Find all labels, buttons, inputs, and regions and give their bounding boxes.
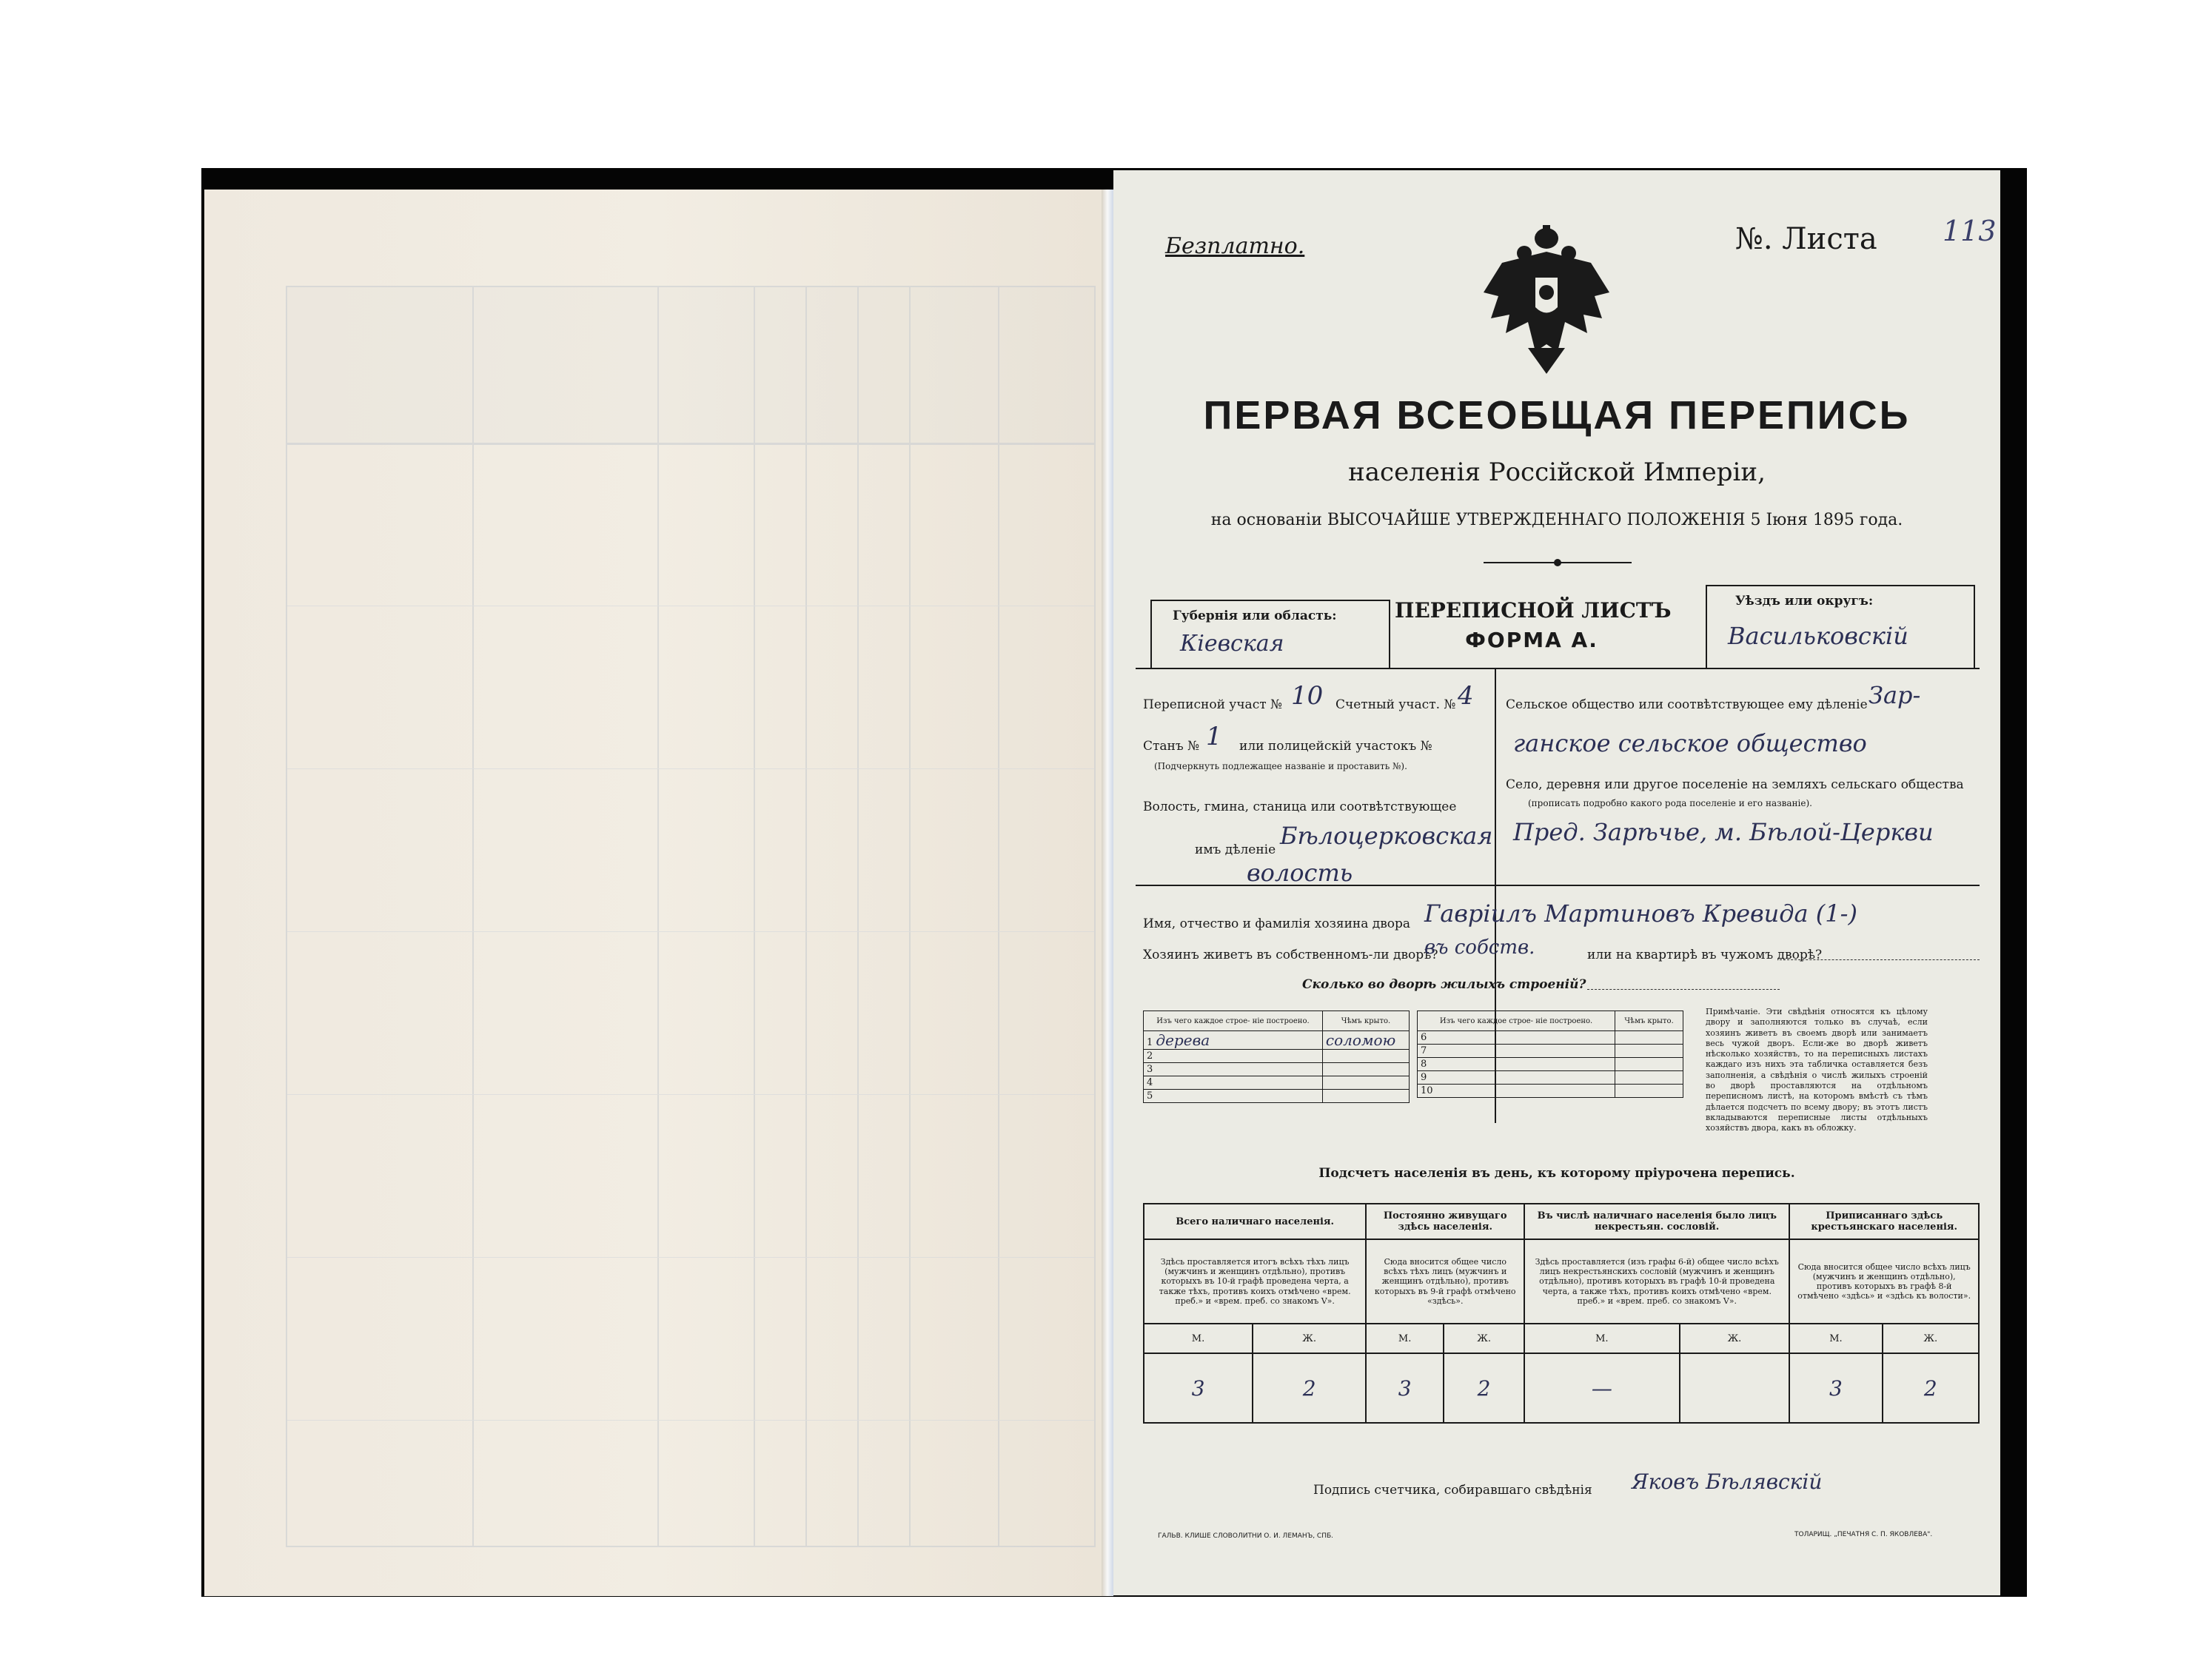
pop-col-registered-head: Приписаннаго здѣсь крестьянскаго населенія. bbox=[1789, 1204, 1979, 1239]
building-row-4: 4 bbox=[1144, 1076, 1323, 1090]
stan-value: 1 bbox=[1206, 722, 1222, 751]
male-header: М. bbox=[1789, 1324, 1882, 1353]
noncrest-female-value bbox=[1680, 1353, 1790, 1423]
pop-col-resident-head: Постоянно живущаго здѣсь населенія. bbox=[1366, 1204, 1524, 1239]
ornament-divider bbox=[1484, 555, 1632, 570]
society-value-2: ганское сельское общество bbox=[1513, 729, 1867, 757]
bleed-through-table bbox=[286, 286, 1096, 1547]
census-basis: на основаніи ВЫСОЧАЙШЕ УТВЕРЖДЕННАГО ПОЛОЖЕНІЯ 5 Іюня 1895 года. bbox=[1210, 511, 1903, 529]
census-district-label: Переписной участ № bbox=[1143, 697, 1283, 712]
imperial-eagle-emblem bbox=[1476, 222, 1617, 374]
pop-col-total-desc: Здѣсь проставляется итогъ всѣхъ тѣхъ лицъ (мужчинъ и женщинъ отдѣльно), противъ которыхъ въ 10-й графѣ проведена черта, а также тѣхъ, противъ коихъ отмѣчено «врем. преб.» и «врем. преб. со знакомъ V». bbox=[1144, 1239, 1366, 1324]
resident-female-value: 2 bbox=[1444, 1353, 1524, 1423]
village-value: Пред. Зарѣчье, м. Бѣлой-Церкви bbox=[1513, 818, 1934, 846]
police-note: (Подчеркнуть подлежащее названіе и проставить №). bbox=[1154, 761, 1407, 771]
building-row-10: 10 bbox=[1418, 1085, 1615, 1098]
census-district-value: 10 bbox=[1291, 681, 1324, 711]
society-label: Сельское общество или соотвѣтствующее ему дѣленіе bbox=[1506, 697, 1868, 712]
building-row-7: 7 bbox=[1418, 1045, 1615, 1058]
building-row-2: 2 bbox=[1144, 1050, 1323, 1063]
volost-label: Волость, гмина, станица или соотвѣтствующее bbox=[1143, 800, 1457, 814]
pop-col-registered-desc: Сюда вносится общее число всѣхъ лицъ (мужчинъ и женщинъ отдѣльно), противъ которыхъ въ графѣ 8-й отмѣчено «здѣсь» и «здѣсь къ волости». bbox=[1789, 1239, 1979, 1324]
noncrest-male-value: — bbox=[1524, 1353, 1679, 1423]
own-yard-value: въ собств. bbox=[1424, 936, 1535, 959]
female-header: Ж. bbox=[1444, 1324, 1524, 1353]
male-header: М. bbox=[1366, 1324, 1444, 1353]
building-row-9: 9 bbox=[1418, 1071, 1615, 1085]
left-page-blank bbox=[204, 190, 1102, 1596]
signature-value: Яковъ Бѣлявскій bbox=[1632, 1469, 1823, 1494]
uezd-label: Уѣздъ или округъ: bbox=[1735, 594, 1874, 609]
material-header: Изъ чего каждое строе- ніе построено. bbox=[1144, 1011, 1323, 1031]
own-yard-label: Хозяинъ живетъ въ собственномъ-ли дворѣ? bbox=[1143, 948, 1438, 962]
footer-left: ГАЛЬВ. КЛИШЕ СЛОВОЛИТНИ О. И. ЛЕМАНЪ, СПБ. bbox=[1158, 1532, 1334, 1540]
building-row-8: 8 bbox=[1418, 1058, 1615, 1071]
form-title: ФОРМА А. bbox=[1465, 628, 1598, 652]
registered-female-value: 2 bbox=[1883, 1353, 1979, 1423]
buildings-table-left bbox=[1143, 1011, 1410, 1103]
pop-col-total-head: Всего наличнаго населенія. bbox=[1144, 1204, 1366, 1239]
society-value: Зар- bbox=[1869, 681, 1921, 709]
total-male-value: 3 bbox=[1144, 1353, 1253, 1423]
building-row-5: 5 bbox=[1144, 1090, 1323, 1103]
village-label: Село, деревня или другое поселеніе на земляхъ сельскаго общества bbox=[1506, 777, 1964, 792]
female-header: Ж. bbox=[1253, 1324, 1366, 1353]
rent-label: или на квартирѣ въ чужомъ дворѣ? bbox=[1587, 948, 1823, 962]
roof-header: Чѣмъ крыто. bbox=[1322, 1011, 1409, 1031]
book-gutter bbox=[1102, 190, 1113, 1596]
population-title: Подсчетъ населенія въ день, къ которому пріурочена перепись. bbox=[1318, 1166, 1795, 1181]
building-row-3: 3 bbox=[1144, 1063, 1323, 1076]
volost-value: Бѣлоцерковская bbox=[1280, 822, 1493, 850]
material-header-right: Изъ чего каждое строе- ніе построено. bbox=[1418, 1011, 1615, 1031]
pop-col-noncrest-head: Въ числѣ наличнаго населенія было лицъ некрестьян. сословій. bbox=[1524, 1204, 1789, 1239]
building-roof-1: соломою bbox=[1322, 1031, 1409, 1050]
building-row-6: 6 bbox=[1418, 1031, 1615, 1045]
pop-col-resident-desc: Сюда вносится общее число всѣхъ тѣхъ лицъ (мужчинъ и женщинъ отдѣльно), противъ которыхъ въ 9-й графѣ отмѣчено «здѣсь». bbox=[1366, 1239, 1524, 1324]
buildings-table-right bbox=[1417, 1011, 1683, 1098]
census-subtitle: населенія Россійской Имперіи, bbox=[1348, 458, 1766, 487]
count-district-value: 4 bbox=[1458, 681, 1474, 711]
census-form-page bbox=[1113, 170, 2000, 1595]
male-header: М. bbox=[1524, 1324, 1679, 1353]
population-table bbox=[1143, 1203, 1980, 1424]
pop-col-noncrest-desc: Здѣсь проставляется (изъ графы 6-й) общее число всѣхъ лицъ некрестьянскихъ сословій (мужчинъ и женщинъ отдѣльно), противъ которыхъ въ графѣ 10-й проведена черта, а также тѣхъ, противъ коихъ отмѣчено «врем. преб.» и «врем. преб. со знакомъ V». bbox=[1524, 1239, 1789, 1324]
resident-male-value: 3 bbox=[1366, 1353, 1444, 1423]
uezd-value: Васильковскій bbox=[1728, 622, 1908, 650]
footer-right: ТОЛАРИЩ. „ПЕЧАТНЯ С. П. ЯКОВЛЕВА". bbox=[1794, 1531, 1933, 1538]
count-district-label: Счетный участ. № bbox=[1335, 697, 1456, 712]
owner-value: Гавріилъ Мартиновъ Кревида (1-) bbox=[1424, 899, 1857, 928]
free-label: Безплатно. bbox=[1165, 233, 1305, 259]
sheet-number-label: №. Листа bbox=[1735, 222, 1877, 256]
note-text: Примѣчаніе. Эти свѣдѣнія относятся къ цѣлому двору и заполняются только въ случаѣ, если хозяинъ живетъ въ своемъ дворѣ или занимаетъ весь чужой дворъ. Если-же во дворѣ живетъ нѣсколько хозяйствъ, то на переписныхъ листахъ каждаго изъ нихъ эта табличка оставляется безъ заполненія, а свѣдѣнія о числѣ жилыхъ строеній во дворѣ проставляются на отдѣльномъ переписномъ листѣ, на которомъ вмѣстѣ съ тѣмъ дѣлается подсчетъ по всему двору; въ этотъ листъ вкладываются переписные листы отдѣльныхъ хозяйствъ двора, какъ въ обложку. bbox=[1706, 1007, 1928, 1133]
sheet-number-value: 113 bbox=[1943, 215, 1997, 247]
guberniya-label: Губернія или область: bbox=[1173, 609, 1337, 623]
volost-label-2: имъ дѣленіе bbox=[1195, 842, 1276, 857]
stan-label: Станъ № bbox=[1143, 739, 1200, 754]
building-row-1: 1 дерева bbox=[1144, 1031, 1323, 1050]
registered-male-value: 3 bbox=[1789, 1353, 1882, 1423]
census-title: ПЕРВАЯ ВСЕОБЩАЯ ПЕРЕПИСЬ bbox=[1203, 393, 1911, 438]
female-header: Ж. bbox=[1680, 1324, 1790, 1353]
guberniya-value: Кіевская bbox=[1180, 631, 1284, 657]
sheet-title: ПЕРЕПИСНОЙ ЛИСТЪ bbox=[1395, 598, 1672, 623]
village-note: (прописать подробно какого рода поселеніе и его названіе). bbox=[1528, 798, 1812, 808]
owner-label: Имя, отчество и фамилія хозяина двора bbox=[1143, 916, 1411, 931]
female-header: Ж. bbox=[1883, 1324, 1979, 1353]
total-female-value: 2 bbox=[1253, 1353, 1366, 1423]
volost-value-2: волость bbox=[1247, 859, 1353, 887]
police-label: или полицейскій участокъ № bbox=[1239, 739, 1432, 754]
buildings-question: Сколько во дворѣ жилыхъ строеній? bbox=[1302, 977, 1586, 992]
roof-header-right: Чѣмъ крыто. bbox=[1615, 1011, 1683, 1031]
signature-label: Подпись счетчика, собиравшаго свѣдѣнія bbox=[1313, 1483, 1592, 1498]
male-header: М. bbox=[1144, 1324, 1253, 1353]
